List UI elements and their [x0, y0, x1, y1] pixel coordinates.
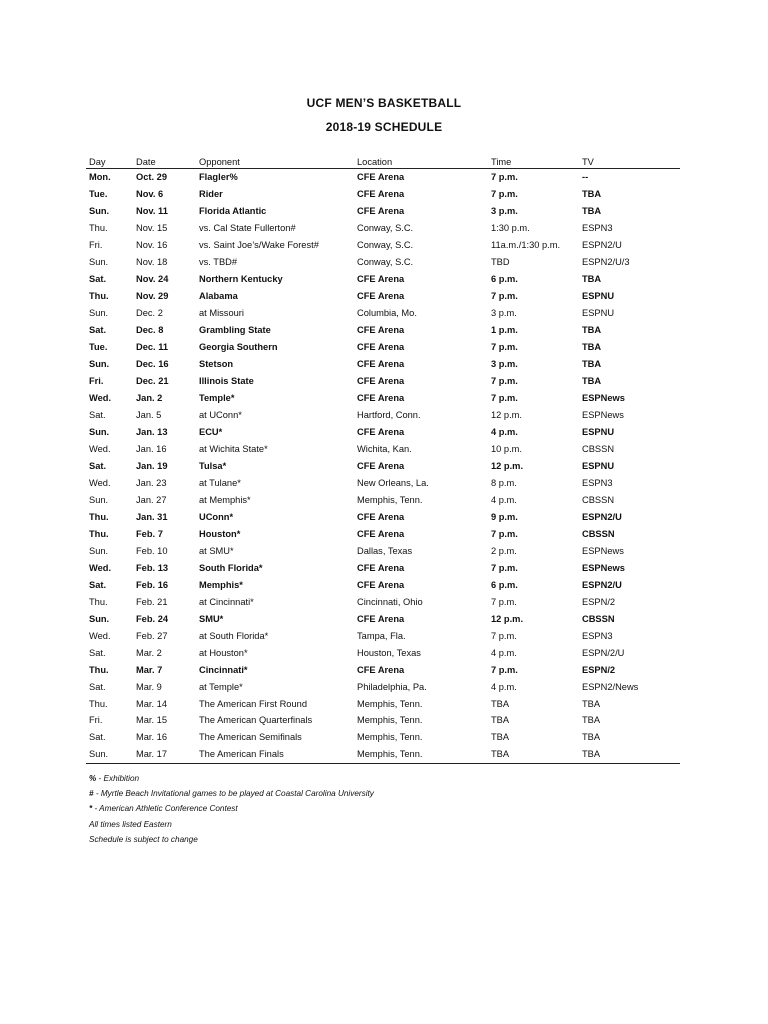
cell-tv: TBA	[582, 325, 602, 336]
column-header-day: Day	[86, 155, 133, 169]
cell-day: Sat.	[89, 647, 106, 658]
cell-date: Mar. 15	[136, 715, 168, 726]
cell-day: Mon.	[89, 172, 111, 183]
cell-tv: CBSSN	[582, 494, 615, 505]
table-row	[86, 237, 680, 254]
cell-day: Sat.	[89, 274, 107, 285]
cell-tv: TBA	[582, 342, 602, 353]
cell-tv: ESPN/2	[582, 664, 616, 675]
cell-tv: ESPN3	[582, 630, 613, 641]
cell-day: Sun.	[89, 427, 110, 438]
footnote	[89, 817, 374, 832]
cell-location: Wichita, Kan.	[357, 443, 412, 454]
cell-opponent: at Missouri	[199, 308, 244, 319]
cell-tv: TBA	[579, 746, 680, 763]
cell-location: Hartford, Conn.	[357, 410, 421, 421]
cell-time: 7 p.m.	[491, 630, 517, 641]
table-row	[86, 542, 680, 559]
cell-tv: ESPN2/U	[582, 511, 622, 522]
cell-tv: --	[582, 172, 589, 183]
cell-time: 7 p.m.	[491, 342, 518, 353]
table-row	[86, 356, 680, 373]
footnote	[89, 786, 374, 801]
table-row	[86, 729, 680, 746]
table-row	[86, 203, 680, 220]
cell-location: CFE Arena	[357, 528, 405, 539]
cell-time: 7 p.m.	[491, 376, 518, 387]
cell-time: TBA	[491, 732, 510, 743]
cell-date: Jan. 16	[136, 443, 167, 454]
cell-location: CFE Arena	[357, 393, 405, 404]
cell-date: Mar. 7	[136, 664, 163, 675]
cell-date: Mar. 16	[136, 732, 168, 743]
cell-time: 12 p.m.	[491, 410, 523, 421]
column-header-time: Time	[488, 155, 579, 169]
table-row	[86, 610, 680, 627]
table-row	[86, 457, 680, 474]
cell-day: Sun.	[89, 308, 109, 319]
cell-opponent: Georgia Southern	[199, 342, 278, 353]
cell-opponent: Northern Kentucky	[199, 274, 283, 285]
schedule-table	[86, 155, 680, 764]
cell-opponent: vs. Saint Joe’s/Wake Forest#	[199, 240, 319, 251]
cell-day: Sat.	[89, 410, 106, 421]
cell-date: Jan. 5	[136, 410, 162, 421]
cell-location: Philadelphia, Pa.	[357, 681, 427, 692]
cell-time: 1:30 p.m.	[491, 223, 530, 234]
cell-opponent: The American Finals	[196, 746, 354, 763]
table-row	[86, 186, 680, 203]
cell-date: Mar. 2	[136, 647, 162, 658]
footnote-symbol: %	[89, 774, 97, 783]
footnote-text: - Myrtle Beach Invitational games to be played at Coastal Carolina University	[93, 789, 374, 799]
table-row	[86, 407, 680, 424]
cell-tv: TBA	[582, 376, 602, 387]
cell-date: Jan. 13	[136, 427, 168, 438]
cell-day: Thu.	[89, 511, 109, 522]
cell-day: Thu.	[89, 596, 108, 607]
cell-date: Mar. 17	[133, 746, 196, 763]
cell-day: Sun.	[86, 746, 133, 763]
cell-date: Dec. 8	[136, 325, 164, 336]
cell-day: Tue.	[89, 189, 108, 200]
column-header-opponent: Opponent	[196, 155, 354, 169]
cell-time: 8 p.m.	[491, 477, 517, 488]
cell-day: Sun.	[89, 257, 109, 268]
cell-date: Feb. 10	[136, 545, 168, 556]
cell-date: Mar. 9	[136, 681, 162, 692]
cell-opponent: at Wichita State*	[199, 443, 268, 454]
cell-time: TBA	[488, 746, 579, 763]
cell-tv: ESPN2/U/3	[582, 257, 630, 268]
cell-day: Tue.	[89, 342, 108, 353]
cell-location: CFE Arena	[357, 427, 405, 438]
cell-day: Thu.	[89, 528, 109, 539]
cell-location: Memphis, Tenn.	[357, 698, 423, 709]
cell-opponent: The American Quarterfinals	[199, 715, 313, 726]
cell-location: Columbia, Mo.	[357, 308, 417, 319]
cell-date: Nov. 6	[136, 189, 164, 200]
cell-time: 7 p.m.	[491, 172, 518, 183]
cell-time: 7 p.m.	[491, 596, 517, 607]
cell-opponent: Florida Atlantic	[199, 206, 267, 217]
cell-location: CFE Arena	[357, 274, 405, 285]
cell-date: Jan. 23	[136, 477, 167, 488]
cell-tv: TBA	[582, 359, 602, 370]
cell-time: 7 p.m.	[491, 291, 518, 302]
cell-date: Nov. 18	[136, 257, 168, 268]
table-row	[86, 678, 680, 695]
cell-location: CFE Arena	[357, 189, 405, 200]
cell-tv: TBA	[582, 732, 601, 743]
cell-day: Sun.	[89, 545, 109, 556]
cell-tv: ESPNU	[582, 308, 615, 319]
cell-opponent: at Houston*	[199, 647, 248, 658]
cell-location: CFE Arena	[357, 562, 405, 573]
cell-tv: ESPN2/U	[582, 579, 622, 590]
cell-day: Sat.	[89, 681, 106, 692]
cell-time: 7 p.m.	[491, 562, 518, 573]
cell-opponent: vs. TBD#	[199, 257, 238, 268]
cell-day: Sat.	[89, 732, 106, 743]
cell-day: Thu.	[89, 223, 108, 234]
cell-location: Conway, S.C.	[357, 257, 414, 268]
cell-time: TBA	[491, 698, 510, 709]
cell-day: Wed.	[89, 443, 111, 454]
cell-opponent: Stetson	[199, 359, 234, 370]
cell-tv: TBA	[582, 189, 602, 200]
cell-tv: TBA	[582, 206, 602, 217]
cell-time: 6 p.m.	[491, 579, 518, 590]
table-row	[86, 525, 680, 542]
cell-time: 11a.m./1:30 p.m.	[491, 240, 561, 251]
cell-location: Memphis, Tenn.	[357, 732, 423, 743]
cell-day: Sat.	[89, 579, 107, 590]
footnote-text: Schedule is subject to change	[89, 834, 198, 844]
footnote-text: All times listed Eastern	[89, 819, 172, 829]
cell-location: CFE Arena	[357, 206, 405, 217]
footnote-symbol: *	[89, 804, 93, 814]
cell-date: Nov. 11	[136, 206, 168, 217]
cell-date: Jan. 27	[136, 494, 167, 505]
cell-location: CFE Arena	[357, 325, 405, 336]
table-row	[86, 339, 680, 356]
cell-opponent: at UConn*	[199, 410, 242, 421]
cell-opponent: The American First Round	[199, 698, 307, 709]
column-header-date: Date	[133, 155, 196, 169]
cell-time: 4 p.m.	[491, 427, 518, 438]
page-subtitle: 2018-19 SCHEDULE	[325, 120, 443, 134]
table-row	[86, 254, 680, 271]
cell-tv: ESPNU	[582, 291, 615, 302]
cell-time: 4 p.m.	[491, 647, 517, 658]
cell-opponent: Memphis*	[199, 579, 243, 590]
table-row	[86, 474, 680, 491]
cell-opponent: Houston*	[199, 528, 241, 539]
cell-day: Thu.	[89, 291, 109, 302]
table-row	[86, 390, 680, 407]
cell-time: 1 p.m.	[491, 325, 518, 336]
schedule-body	[86, 169, 680, 764]
cell-time: 7 p.m.	[491, 528, 518, 539]
cell-date: Feb. 7	[136, 528, 163, 539]
column-header-location: Location	[354, 155, 488, 169]
table-row	[86, 322, 680, 339]
cell-day: Sun.	[89, 494, 109, 505]
table-row	[86, 746, 680, 763]
cell-opponent: South Florida*	[199, 562, 263, 573]
table-row	[86, 661, 680, 678]
cell-tv: ESPN2/News	[582, 681, 639, 692]
cell-date: Mar. 14	[136, 698, 168, 709]
cell-tv: ESPNews	[582, 410, 624, 421]
cell-time: 12 p.m.	[491, 460, 524, 471]
footnote-text: - American Athletic Conference Contest	[92, 804, 238, 814]
cell-opponent: at Temple*	[199, 681, 243, 692]
cell-date: Feb. 13	[136, 562, 169, 573]
footnotes	[89, 771, 374, 847]
cell-time: 7 p.m.	[491, 189, 518, 200]
cell-day: Wed.	[89, 477, 111, 488]
cell-date: Feb. 24	[136, 613, 169, 624]
cell-opponent: at SMU*	[199, 545, 234, 556]
table-row	[86, 491, 680, 508]
cell-time: 4 p.m.	[491, 681, 517, 692]
cell-location: Conway, S.C.	[357, 240, 414, 251]
table-row	[86, 424, 680, 441]
table-row	[86, 373, 680, 390]
cell-tv: ESPNews	[582, 393, 625, 404]
cell-opponent: Illinois State	[199, 376, 254, 387]
cell-opponent: at Cincinnati*	[199, 596, 254, 607]
table-row	[86, 576, 680, 593]
cell-date: Nov. 24	[136, 274, 169, 285]
cell-opponent: Flagler%	[199, 172, 238, 183]
cell-tv: ESPN/2/U	[582, 647, 625, 658]
cell-time: 12 p.m.	[491, 613, 524, 624]
cell-date: Oct. 29	[136, 172, 168, 183]
cell-location: CFE Arena	[357, 579, 405, 590]
cell-day: Sun.	[89, 613, 110, 624]
cell-date: Jan. 31	[136, 511, 168, 522]
cell-day: Sat.	[89, 325, 107, 336]
table-row	[86, 559, 680, 576]
footnote	[89, 771, 374, 786]
cell-date: Dec. 16	[136, 359, 169, 370]
cell-tv: CBSSN	[582, 443, 615, 454]
table-row	[86, 271, 680, 288]
cell-opponent: SMU*	[199, 613, 224, 624]
table-row	[86, 220, 680, 237]
cell-location: Memphis, Tenn.	[357, 715, 423, 726]
table-row	[86, 644, 680, 661]
cell-opponent: Rider	[199, 189, 223, 200]
cell-opponent: ECU*	[199, 427, 223, 438]
cell-location: New Orleans, La.	[357, 477, 429, 488]
cell-location: Houston, Texas	[357, 647, 421, 658]
cell-opponent: Cincinnati*	[199, 664, 248, 675]
cell-location: Conway, S.C.	[357, 223, 414, 234]
table-row	[86, 508, 680, 525]
cell-opponent: at Tulane*	[199, 477, 241, 488]
cell-day: Wed.	[89, 630, 111, 641]
cell-day: Wed.	[89, 562, 112, 573]
cell-location: Memphis, Tenn.	[357, 494, 423, 505]
footnote	[89, 801, 374, 816]
column-header-tv: TV	[579, 155, 680, 169]
cell-tv: CBSSN	[582, 528, 615, 539]
cell-time: 3 p.m.	[491, 206, 518, 217]
cell-day: Sun.	[89, 206, 110, 217]
table-row	[86, 593, 680, 610]
cell-tv: CBSSN	[582, 613, 615, 624]
cell-time: 3 p.m.	[491, 308, 517, 319]
cell-tv: ESPNews	[582, 545, 624, 556]
cell-opponent: Grambling State	[199, 325, 271, 336]
table-row	[86, 169, 680, 186]
table-row	[86, 441, 680, 458]
cell-location: CFE Arena	[357, 359, 405, 370]
cell-tv: ESPNU	[582, 460, 615, 471]
table-row	[86, 305, 680, 322]
cell-tv: ESPN2/U	[582, 240, 622, 251]
cell-location: CFE Arena	[357, 172, 405, 183]
cell-day: Fri.	[89, 376, 104, 387]
cell-tv: ESPNews	[582, 562, 625, 573]
cell-opponent: Alabama	[199, 291, 238, 302]
cell-opponent: vs. Cal State Fullerton#	[199, 223, 296, 234]
cell-date: Nov. 16	[136, 240, 168, 251]
cell-opponent: The American Semifinals	[199, 732, 302, 743]
page-title: UCF MEN’S BASKETBALL	[306, 96, 462, 110]
cell-location: CFE Arena	[357, 342, 405, 353]
cell-time: TBA	[491, 715, 510, 726]
cell-opponent: Tulsa*	[199, 460, 227, 471]
cell-location: Cincinnati, Ohio	[357, 596, 423, 607]
table-row	[86, 695, 680, 712]
footnote-text: - Exhibition	[96, 774, 140, 783]
cell-date: Nov. 15	[136, 223, 168, 234]
cell-date: Dec. 11	[136, 342, 169, 353]
cell-location: Memphis, Tenn.	[354, 746, 488, 763]
cell-date: Feb. 21	[136, 596, 168, 607]
cell-opponent: UConn*	[199, 511, 234, 522]
cell-tv: ESPNU	[582, 427, 615, 438]
cell-tv: TBA	[582, 274, 602, 285]
cell-day: Wed.	[89, 393, 112, 404]
cell-location: CFE Arena	[357, 511, 405, 522]
cell-tv: TBA	[582, 698, 601, 709]
cell-date: Jan. 2	[136, 393, 163, 404]
cell-day: Thu.	[89, 664, 109, 675]
table-row	[86, 627, 680, 644]
cell-location: CFE Arena	[357, 664, 405, 675]
schedule-header-row	[86, 155, 680, 169]
cell-time: 7 p.m.	[491, 393, 518, 404]
cell-date: Jan. 19	[136, 460, 168, 471]
cell-time: 2 p.m.	[491, 545, 517, 556]
cell-location: CFE Arena	[357, 376, 405, 387]
cell-day: Fri.	[89, 715, 103, 726]
cell-time: 9 p.m.	[491, 511, 518, 522]
table-row	[86, 712, 680, 729]
footnote-symbol: #	[89, 789, 94, 799]
cell-day: Thu.	[89, 698, 108, 709]
cell-time: TBD	[491, 257, 510, 268]
cell-time: 3 p.m.	[491, 359, 518, 370]
cell-time: 7 p.m.	[491, 664, 518, 675]
cell-date: Nov. 29	[136, 291, 169, 302]
cell-date: Feb. 27	[136, 630, 168, 641]
table-row	[86, 288, 680, 305]
cell-location: CFE Arena	[357, 460, 405, 471]
cell-time: 10 p.m.	[491, 443, 523, 454]
cell-date: Dec. 21	[136, 376, 169, 387]
cell-opponent: Temple*	[199, 393, 235, 404]
cell-location: CFE Arena	[357, 291, 405, 302]
cell-opponent: at South Florida*	[199, 630, 269, 641]
cell-time: 4 p.m.	[491, 494, 517, 505]
cell-date: Feb. 16	[136, 579, 169, 590]
cell-day: Fri.	[89, 240, 103, 251]
cell-date: Dec. 2	[136, 308, 163, 319]
cell-location: CFE Arena	[357, 613, 405, 624]
cell-opponent: at Memphis*	[199, 494, 251, 505]
cell-day: Sat.	[89, 460, 107, 471]
cell-location: Tampa, Fla.	[357, 630, 406, 641]
cell-tv: ESPN3	[582, 223, 613, 234]
cell-tv: TBA	[582, 715, 601, 726]
cell-day: Sun.	[89, 359, 110, 370]
cell-tv: ESPN/2	[582, 596, 616, 607]
cell-tv: ESPN3	[582, 477, 613, 488]
cell-location: Dallas, Texas	[357, 545, 413, 556]
footnote	[89, 832, 374, 847]
cell-time: 6 p.m.	[491, 274, 518, 285]
